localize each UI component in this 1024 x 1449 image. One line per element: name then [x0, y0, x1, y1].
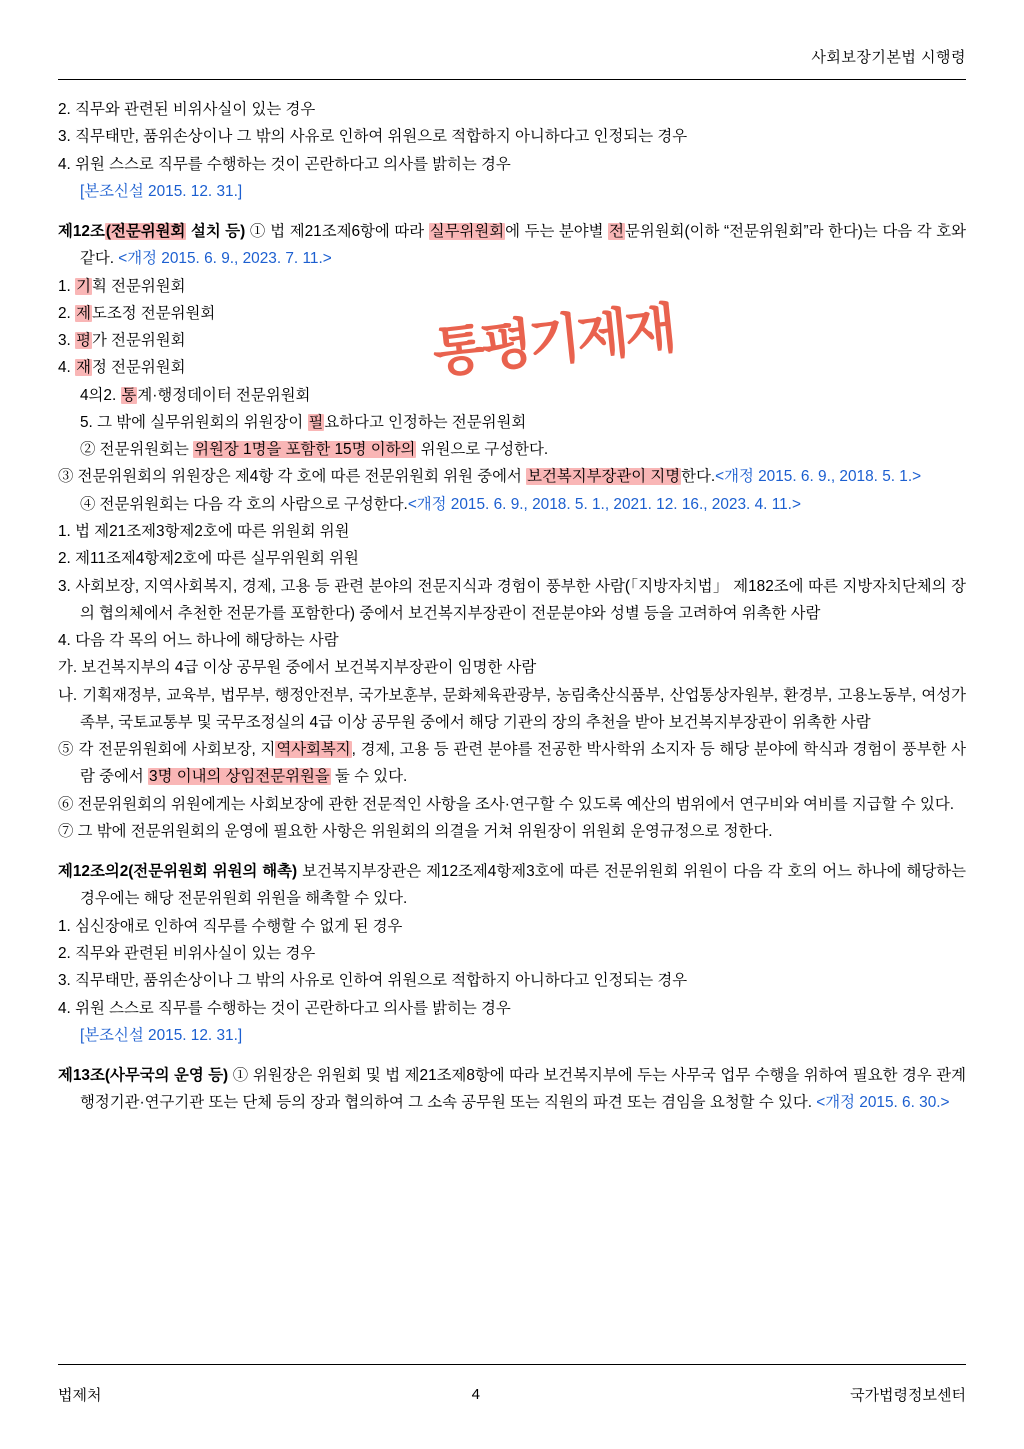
- list-item-number: 2.: [58, 304, 71, 322]
- list-item-highlight: 제: [76, 304, 91, 322]
- article-12-label-post: 설치 등): [186, 223, 246, 241]
- article-12-para1-c: 문위원회(이하 “전문위원회”라 한다)는 다음 각 호와 같다.: [80, 223, 966, 268]
- list-item: [58, 409, 966, 436]
- note-newly-established: [본조신설 2015. 12. 31.]: [80, 182, 243, 200]
- list-item: [58, 354, 966, 381]
- footer-right-label: 국가법령정보센터: [850, 1387, 966, 1404]
- article-12-paragraph-7: ⑦ 그 밖에 전문위원회의 운영에 필요한 사항은 위원회의 의결을 거쳐 위원장이 위원회 운영규정으로 정한다.: [58, 822, 773, 840]
- list-item-text: 가 전문위원회: [92, 332, 186, 350]
- footer-divider: [58, 1364, 966, 1365]
- list-item-highlight: 재: [76, 359, 91, 377]
- article-12-para2-a: ② 전문위원회는: [80, 441, 194, 459]
- article-12-2-label: 제12조의2(전문위원회 위원의 해촉): [58, 863, 298, 881]
- list-item: [58, 300, 966, 327]
- list-item: 1. 법 제21조제3항제2호에 따른 위원회 위원: [58, 522, 350, 540]
- list-item: 1. 심신장애로 인하여 직무를 수행할 수 없게 된 경우: [58, 917, 403, 935]
- list-item: 2. 제11조제4항제2호에 따른 실무위원회 위원: [58, 550, 359, 568]
- article-12-para4-text: ④ 전문위원회는 다음 각 호의 사람으로 구성한다.: [80, 495, 408, 513]
- list-item: 4. 위원 스스로 직무를 수행하는 것이 곤란하다고 의사를 밝히는 경우: [58, 999, 511, 1017]
- article-12-para5-highlight-1: 역사회복지: [276, 741, 351, 759]
- article-12-para5-highlight-2: 3명 이내의 상임전문위원을: [149, 768, 330, 786]
- article-12-paragraph-3: [58, 463, 966, 490]
- article-12-paragraph-2: [58, 436, 966, 463]
- article-12-para2-highlight: 위원장 1명을 포함한 15명 이하의: [194, 441, 416, 459]
- list-item: 3. 사회보장, 지역사회복지, 경제, 고용 등 관련 분야의 전문지식과 경험이 풍부한 사람(「지방자치법」 제182조에 따른 지방자치단체의 장의 협의체에서 추천한 전문가를 포함한다) 중에서 보건복지부장관이 전문분야와 성별 등을 고려하여 위촉한 사람: [58, 577, 966, 622]
- list-item: [58, 273, 966, 300]
- list-item: [58, 327, 966, 354]
- list-item: 4. 위원 스스로 직무를 수행하는 것이 곤란하다고 의사를 밝히는 경우: [58, 155, 511, 173]
- article-12-para5-b: , 경제, 고용 등 관련 분야를 전공한 박사학위 소지자 등 해당 분야에 학식과 경험이 풍부한 사람 중에서: [80, 741, 966, 786]
- list-item: 3. 직무태만, 품위손상이나 그 밖의 사유로 인하여 위원으로 적합하지 아니하다고 인정되는 경우: [58, 128, 688, 146]
- list-item-highlight: 필: [308, 413, 324, 431]
- list-item: 2. 직무와 관련된 비위사실이 있는 경우: [58, 944, 316, 962]
- article-12-paragraph-5: [58, 736, 966, 791]
- list-item: 2. 직무와 관련된 비위사실이 있는 경우: [58, 101, 316, 118]
- handwritten-stamp: 통평기제재: [429, 296, 676, 385]
- list-item-highlight: 기: [76, 277, 91, 295]
- page-header: [58, 0, 966, 67]
- article-12-para3-amendment: <개정 2015. 6. 9., 2018. 5. 1.>: [715, 468, 922, 486]
- list-item-text-a: 5. 그 밖에 실무위원회의 위원장이: [80, 413, 308, 431]
- list-item-number: 4.: [58, 359, 71, 377]
- page-footer: [58, 1384, 966, 1405]
- article-12-para5-a: ⑤ 각 전문위원회에 사회보장, 지: [58, 741, 276, 759]
- footer-left-label: 법제처: [58, 1387, 102, 1404]
- list-item-text: 계·행정데이터 전문위원회: [137, 386, 311, 404]
- note-newly-established: [본조신설 2015. 12. 31.]: [80, 1026, 243, 1044]
- list-subitem: 나. 기획재정부, 교육부, 법무부, 행정안전부, 국가보훈부, 문화체육관광부, 농림축산식품부, 산업통상자원부, 환경부, 고용노동부, 여성가족부, 국토교통부 및 국무조정실의 4급 이상 공무원 중에서 해당 기관의 장의 추천을 받아 보건복지부장관이 위촉한 사람: [58, 686, 966, 731]
- list-item-text: 정 전문위원회: [92, 359, 186, 377]
- article-12-para3-a: ③ 전문위원회의 위원장은 제4항 각 호에 따른 전문위원회 위원 중에서: [58, 468, 527, 486]
- article-12-para1-highlight-2: 전: [609, 223, 625, 241]
- article-12-para1-b: 에 두는 분야별: [505, 223, 609, 241]
- list-item-number: 1.: [58, 277, 71, 295]
- article-13-label: 제13조(사무국의 운영 등): [58, 1067, 229, 1085]
- list-item: 3. 직무태만, 품위손상이나 그 밖의 사유로 인하여 위원으로 적합하지 아니하다고 인정되는 경우: [58, 972, 688, 990]
- list-item: [58, 382, 966, 409]
- list-item-number: 3.: [58, 332, 71, 350]
- article-12-label-highlight: (전문위원회: [105, 223, 186, 241]
- article-12-para5-c: 둘 수 있다.: [330, 768, 408, 786]
- article-12-2-text: 보건복지부장관은 제12조제4항제3호에 따른 전문위원회 위원이 다음 각 호의 어느 하나에 해당하는 경우에는 해당 전문위원회 위원을 해촉할 수 있다.: [80, 863, 966, 908]
- article-12-para3-b: 한다.: [681, 468, 716, 486]
- list-item-number: 4의2.: [80, 386, 117, 404]
- list-subitem: 가. 보건복지부의 4급 이상 공무원 중에서 보건복지부장관이 임명한 사람: [58, 659, 537, 677]
- article-12-para1-a: ① 법 제21조제6항에 따라: [245, 223, 429, 241]
- list-item-text: 획 전문위원회: [92, 277, 186, 295]
- list-item-highlight: 평: [76, 332, 91, 350]
- article-12-2-paragraph: [58, 858, 966, 913]
- list-item-text-b: 요하다고 인정하는 전문위원회: [324, 413, 527, 431]
- document-content: [58, 80, 966, 1117]
- article-12-paragraph-6: ⑥ 전문위원회의 위원에게는 사회보장에 관한 전문적인 사항을 조사·연구할 수 있도록 예산의 범위에서 연구비와 여비를 지급할 수 있다.: [58, 795, 955, 813]
- article-13-amendment: <개정 2015. 6. 30.>: [816, 1094, 950, 1112]
- footer-page-number: 4: [471, 1386, 480, 1403]
- list-item-highlight: 통: [121, 386, 137, 404]
- article-12-label-pre: 제12조: [58, 223, 105, 241]
- article-13-paragraph: [58, 1062, 966, 1117]
- header-title: 사회보장기본법 시행령: [811, 49, 966, 66]
- list-item-text: 도조정 전문위원회: [92, 304, 216, 322]
- article-12-para4-amendment: <개정 2015. 6. 9., 2018. 5. 1., 2021. 12. 16., 2023. 4. 11.>: [407, 495, 801, 513]
- article-12-paragraph-4: [58, 491, 966, 518]
- article-12-paragraph-1: [58, 218, 966, 273]
- article-12-para1-amendment: <개정 2015. 6. 9., 2023. 7. 11.>: [118, 250, 332, 268]
- article-12-para3-highlight: 보건복지부장관이 지명: [527, 468, 681, 486]
- list-item: 4. 다음 각 목의 어느 하나에 해당하는 사람: [58, 632, 339, 650]
- article-12-para2-b: 위원으로 구성한다.: [416, 441, 549, 459]
- article-13-text: ① 위원장은 위원회 및 법 제21조제8항에 따라 보건복지부에 두는 사무국 업무 수행을 위하여 필요한 경우 관계 행정기관·연구기관 또는 단체 등의 장과 협의하여 그 소속 공무원 또는 직원의 파견 또는 겸임을 요청할 수 있다.: [80, 1067, 966, 1112]
- article-12-para1-highlight-1: 실무위원회: [429, 223, 505, 241]
